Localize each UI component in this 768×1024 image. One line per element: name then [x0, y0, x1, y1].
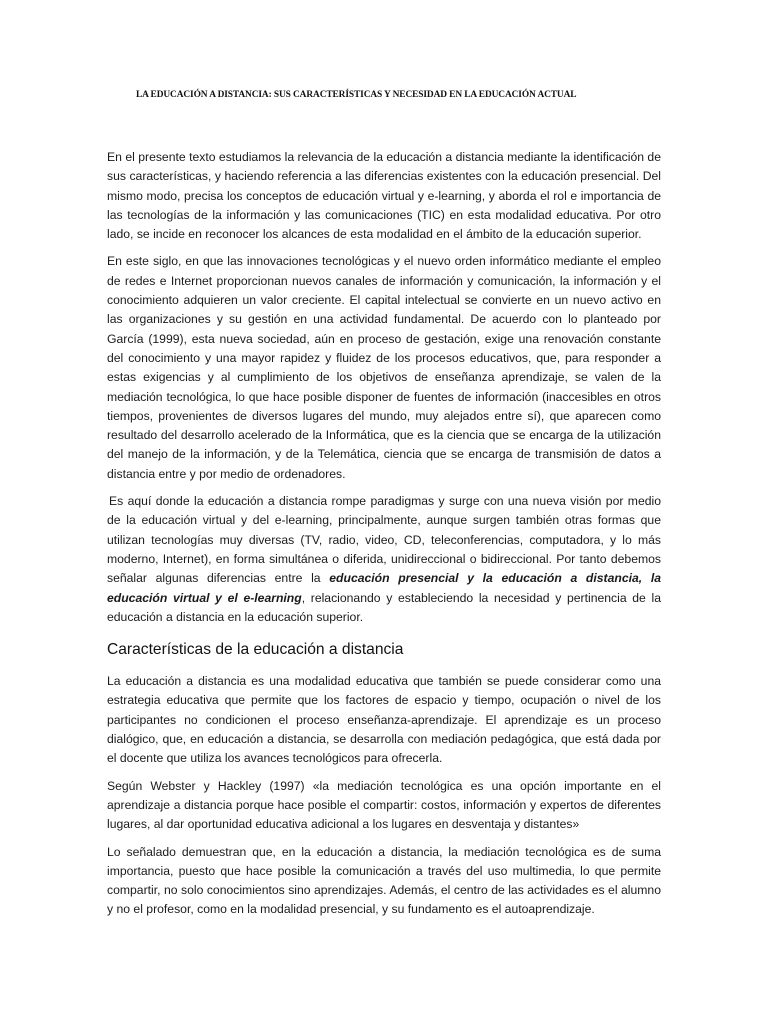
paragraph-paradigms-text-start: Es aquí donde la educación a distancia rompe paradigmas y surge con una nueva visión por medio de la educación virtual y del e-learning, principalmente, aunque surgen también otras formas que utilizan tecnologías muy diversas (TV, radio, video, CD, teleconferencias, computadora, y lo más moderno, Internet), en forma simultánea o diferida, unidireccional o bidireccional. Por tanto debemos señalar algunas diferencias entre la: [107, 494, 661, 586]
document-body: [107, 148, 661, 928]
paragraph-paradigms-text-end: , relacionando y estableciendo la necesidad y pertinencia de la educación a distancia en la educación superior.: [107, 590, 661, 624]
paragraph-intro: En el presente texto estudiamos la relevancia de la educación a distancia mediante la identificación de sus características, y haciendo referencia a las diferencias existentes con la educación presencial. Del mismo modo, precisa los conceptos de educación virtual y e-learning, y aborda el rol e importancia de las tecnologías de la información y las comunicaciones (TIC) en esta modalidad educativa. Por otro lado, se incide en reconocer los alcances de esta modalidad en el ámbito de la educación superior.: [107, 150, 661, 242]
document-title: LA EDUCACIÓN A DISTANCIA: SUS CARACTERÍSTICAS Y NECESIDAD EN LA EDUCACIÓN ACTUAL: [136, 90, 577, 100]
paragraph-definition: La educación a distancia es una modalidad educativa que también se puede considerar como una estrategia educativa que permite que los factores de espacio y tiempo, ocupación o nivel de los participantes no condicionen el proceso enseñanza-aprendizaje. El aprendizaje es un proceso dialógico, que, en educación a distancia, se desarrolla con mediación pedagógica, que está dada por el docente que utiliza los avances tecnológicos para ofrecerla.: [107, 674, 661, 766]
section-heading: Características de la educación a distancia: [107, 641, 404, 659]
paragraph-context: En este siglo, en que las innovaciones tecnológicas y el nuevo orden informático mediante el empleo de redes e Internet proporcionan nuevos canales de información y comunicación, la información y el conocimiento adquieren un valor creciente. El capital intelectual se convierte en un nuevo activo en las organizaciones y su gestión en una actividad fundamental. De acuerdo con lo planteado por García (1999), esta nueva sociedad, aún en proceso de gestación, exige una renovación constante del conocimiento y una mayor rapidez y fluidez de los procesos educativos, que, para responder a estas exigencias y al cumplimiento de los objetivos de enseñanza aprendizaje, se valen de la mediación tecnológica, lo que hace posible disponer de fuentes de información (inaccesibles en otros tiempos, provenientes de diversos lugares del mundo, muy alejados entre sí), que aparecen como resultado del desarrollo acelerado de la Informática, que es la ciencia que se encarga de la utilización del manejo de la información, y de la Telemática, ciencia que se encarga de transmisión de datos a distancia entre y por medio de ordenadores.: [107, 254, 661, 481]
paragraph-conclusion: Lo señalado demuestran que, en la educación a distancia, la mediación tecnológica es de suma importancia, puesto que hace posible la comunicación a través del uso multimedia, lo que permite compartir, no solo conocimientos sino aprendizajes. Además, el centro de las actividades es el alumno y no el profesor, como en la modalidad presencial, y su fundamento es el autoaprendizaje.: [107, 844, 661, 917]
paragraph-paradigms: [107, 492, 661, 627]
paragraph-quote: Según Webster y Hackley (1997) «la mediación tecnológica es una opción importante en el aprendizaje a distancia porque hace posible el compartir: costos, información y expertos de diferentes lugares, al dar oportunidad educativa adicional a los lugares en desventaja y distantes»: [107, 778, 661, 832]
paragraph-paradigms-emphasis: educación presencial y la educación a distancia, la educación virtual y el e-learning: [107, 571, 661, 605]
